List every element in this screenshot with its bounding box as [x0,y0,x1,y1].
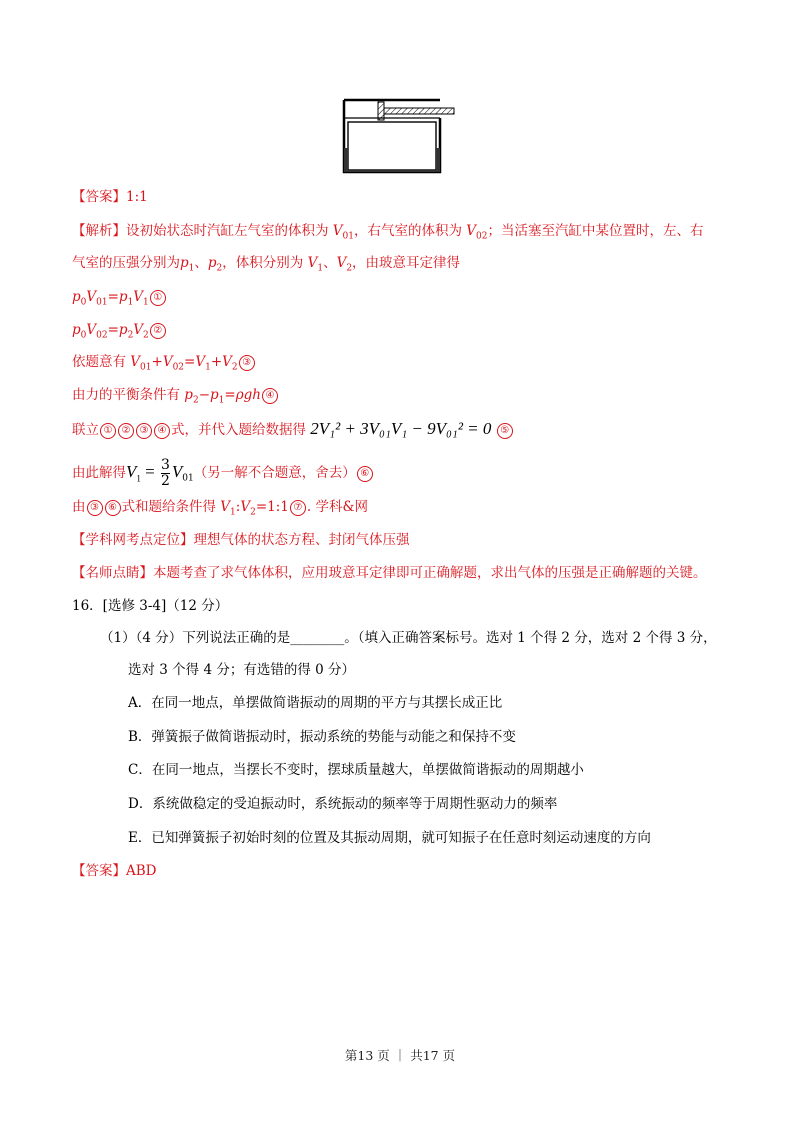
circle-number: ④ [262,388,278,404]
mingshi: 【名师点睛】本题考查了求气体体积，应用玻意耳定律即可正确解题，求出气体的压强是正确解题的关键。 [72,565,707,581]
circle-number: ⑥ [357,466,373,482]
option-b: B．弹簧振子做简谐振动时，振动系统的势能与动能之和保持不变 [128,729,516,745]
option-d: D．系统做稳定的受迫振动时，系统振动的频率等于周期性驱动力的频率 [128,796,558,812]
question-16-prompt-1: （1）（4 分）下列说法正确的是________。（填入正确答案标号。选对 1 个得 2 分，选对 2 个得 3 分， [100,630,717,646]
equation-4: 由力的平衡条件有 $p_2-p_1=\rho gh$ ④ [72,385,279,411]
option-e: E．已知弹簧振子初始时刻的位置及其振动周期，就可知振子在任意时刻运动速度的方向 [128,830,651,846]
equation-1: $p_0V_{01}=p_1V_1①$ [72,287,167,313]
question-16-prompt-2: 选对 3 个得 4 分；有选错的得 0 分） [128,662,356,678]
equation-5: 联立 ① ② ③ ④ 式，并代入题给数据得 2V₁² + 3V₀₁V₁ − 9V₀₁² = 0 ⑤ [72,419,514,440]
quadratic-formula: 2V₁² + 3V₀₁V₁ − 9V₀₁² = 0 [310,419,492,438]
analysis-line-1: 【解析】设初始状态时汽缸左气室的体积为 $V_{01}$，右气室的体积为 $V_{02}$；当活塞至汽缸中某位置时，左、右 [72,223,704,242]
equation-2: $p_0V_{02}=p_2V_2②$ [72,320,167,346]
circle-number: ② [150,323,166,339]
equation-3: 依题意有 $V_{01}+V_{02}=V_1+V_2③$ [72,352,256,378]
circle-number: ⑦ [290,500,306,516]
answer-1: 【答案】1:1 [72,189,148,205]
equation-7: 由 ③ ⑥ 式和题给条件得 $V_1:V_2=1:1$ ⑦ . 学科&网 [72,499,368,518]
page-footer: 第13 页 ｜ 共17 页 [344,1048,456,1063]
question-16-header: 16．[选修 3-4]（12 分） [72,598,229,614]
circle-number: ③ [239,355,255,371]
cylinder-piston-diagram [340,96,464,176]
analysis-line-2: 气室的压强分别为$p_1$、$p_2$，体积分别为 $V_1$、$V_2$，由玻意耳定律得 [72,255,461,274]
circle-number: ① [150,290,166,306]
option-a: A．在同一地点，单摆做简谐振动的周期的平方与其摆长成正比 [128,695,503,711]
circle-number: ⑤ [497,423,513,439]
kaodian: 【学科网考点定位】理想气体的状态方程、封闭气体压强 [72,532,410,548]
answer-2: 【答案】ABD [72,863,157,879]
option-c: C．在同一地点，当摆长不变时，摆球质量越大，单摆做简谐振动的周期越小 [128,762,584,778]
equation-6: 由此解得$V_1$ = $\frac{3}{2}$ $V_{01}$（另一解不合题意，舍去） ⑥ [72,456,374,495]
